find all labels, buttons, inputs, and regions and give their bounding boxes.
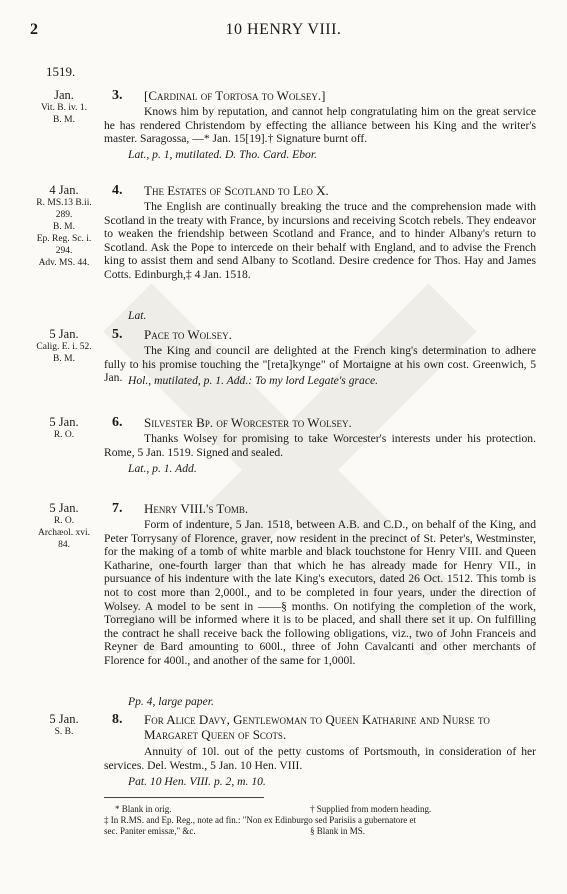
entry-ref: B. M. — [53, 115, 75, 125]
entry-side-refs — [30, 712, 98, 738]
page-number: 2 — [30, 21, 38, 38]
entry-ref: 84. — [58, 540, 70, 550]
entry-date: 5 Jan. — [49, 415, 79, 429]
entry-date: 5 Jan. — [49, 501, 79, 515]
entry-ref: Adv. MS. 44. — [38, 258, 90, 268]
entry-number: 3. — [112, 88, 123, 103]
entry-note: Hol., mutilated, p. 1. Add.: To my lord Legate's grace. — [128, 374, 379, 387]
entry-body: The English are continually breaking the truce and the comprehension made with Scotland in the treaty with France, by incursions and receiving Scotch rebels. They endeavor to weaken the friendship between Scotland and France, and to hinder Albany's return to Scotland. Ask the Pope to intercede on their behalf with England, and to advise the French king to assist them and send Albany to Scotland. Desire credence for Thos. Hay and James Cotts. Edinburgh,‡ 4 Jan. 1518. — [104, 200, 536, 281]
footnote: * Blank in orig. — [115, 804, 172, 814]
entry-date: 4 Jan. — [49, 183, 79, 197]
entry-date: 5 Jan. — [49, 327, 79, 341]
entry-date: 5 Jan. — [49, 712, 79, 726]
footnote: sec. Paniter emissæ," &c. — [104, 826, 196, 836]
entry-side-refs — [30, 327, 98, 365]
entry-body: Thanks Wolsey for promising to take Worcester's interests under his protection. Rome, 5 Jan. 1519. Signed and sealed. — [104, 432, 536, 459]
entry-body: The King and council are delighted at the French king's determination to adhere fully to his promise touching the "[reta]kynge" of Mortaigne at his own cost. Greenwich, 5 Jan. — [104, 344, 536, 385]
entry-side-refs — [30, 183, 98, 269]
entry-ref: R. O. — [53, 430, 75, 440]
entry-number: 5. — [112, 327, 123, 342]
entry-ref: B. M. — [53, 222, 75, 232]
entry-date: Jan. — [54, 88, 74, 102]
entry-heading: Henry VIII.'s Tomb. — [144, 501, 249, 516]
entry-note: Lat., p. 1. Add. — [128, 462, 197, 475]
entry-ref: B. M. — [53, 354, 75, 364]
footnote: § Blank in MS. — [310, 826, 366, 836]
entry-ref: S. B. — [54, 727, 74, 737]
footnote: ‡ In R.MS. and Ep. Reg., note ad fin.: "Non ex Edinburgo sed Parisiis a gubernatore et — [104, 815, 416, 825]
entry-number: 7. — [112, 501, 123, 516]
entry-note: Lat. — [128, 309, 147, 322]
running-header — [0, 21, 567, 41]
entry-heading: Silvester Bp. of Worcester to Wolsey. — [144, 415, 352, 430]
entry-number: 8. — [112, 712, 123, 727]
entry-body: Form of indenture, 5 Jan. 1518, between A.B. and C.D., on behalf of the King, and Peter Torrysany of Florence, graver, now resident in the precinct of St. Peter's, Westminster, for the making of a tomb of white marble and black touchstone for Henry VIII. and Queen Katharine, one-fourth larger than that which he has already made for Henry VII., in pursuance of his indenture with the late King's executors, dated 26 Oct. 1512. This tomb is not to cost more than 2,000l., and to be completed in four years, under the direction of Wolsey. A model to be sent in ——§ months. On notifying the completion of the work, Torregiano will be informed where it is to be placed, and shall there set it up. On fulfilling the contract he shall receive back the following obligations, viz., two of John Franceis and Reyner de Bard amounting to 600l., three of John Cavalcanti and other merchants of Florence for 400l., and another of the same for 1,000l. — [104, 518, 536, 667]
entry-side-refs — [30, 415, 98, 441]
entry-body: Annuity of 10l. out of the petty customs of Portsmouth, in consideration of her services. Del. Westm., 5 Jan. 10 Hen. VIII. — [104, 745, 536, 772]
entry-note: Pp. 4, large paper. — [128, 695, 214, 708]
entry-number: 4. — [112, 183, 123, 198]
entry-ref: R. MS.13 B.ii. — [36, 198, 92, 208]
entry-ref: Vit. B. iv. 1. — [40, 103, 88, 113]
entry-heading: The Estates of Scotland to Leo X. — [144, 183, 329, 198]
year-label: 1519. — [46, 64, 76, 79]
entry-ref: Calig. E. i. 52. — [36, 342, 92, 352]
entry-ref: R. O. — [53, 516, 75, 526]
entry-side-refs — [30, 501, 98, 551]
entry-ref: 294. — [55, 246, 73, 256]
entry-heading: Pace to Wolsey. — [144, 327, 232, 342]
entry-note: Pat. 10 Hen. VIII. p. 2, m. 10. — [128, 775, 266, 788]
entry-ref: 289. — [55, 210, 73, 220]
running-title: 10 HENRY VIII. — [225, 21, 342, 38]
entry-side-refs — [30, 88, 98, 126]
entry-heading: [Cardinal of Tortosa to Wolsey.] — [144, 88, 326, 103]
entry-heading: For Alice Davy, Gentlewoman to Queen Katharine and Nurse to Margaret Queen of Scots. — [144, 712, 490, 742]
entry-number: 6. — [112, 415, 123, 430]
entry-ref: Archæol. xvi. — [38, 528, 90, 538]
entry-note: Lat., p. 1, mutilated. D. Tho. Card. Ebor. — [128, 148, 317, 161]
entry-ref: Ep. Reg. Sc. i. — [36, 234, 92, 244]
entry-body: Knows him by reputation, and cannot help congratulating him on the great service he has rendered Christendom by effecting the alliance between his King and the writer's master. Saragossa, —* Jan. 15[19].† Signature burnt off. — [104, 105, 536, 146]
footnote-rule — [104, 797, 264, 798]
footnote: † Supplied from modern heading. — [310, 804, 432, 814]
